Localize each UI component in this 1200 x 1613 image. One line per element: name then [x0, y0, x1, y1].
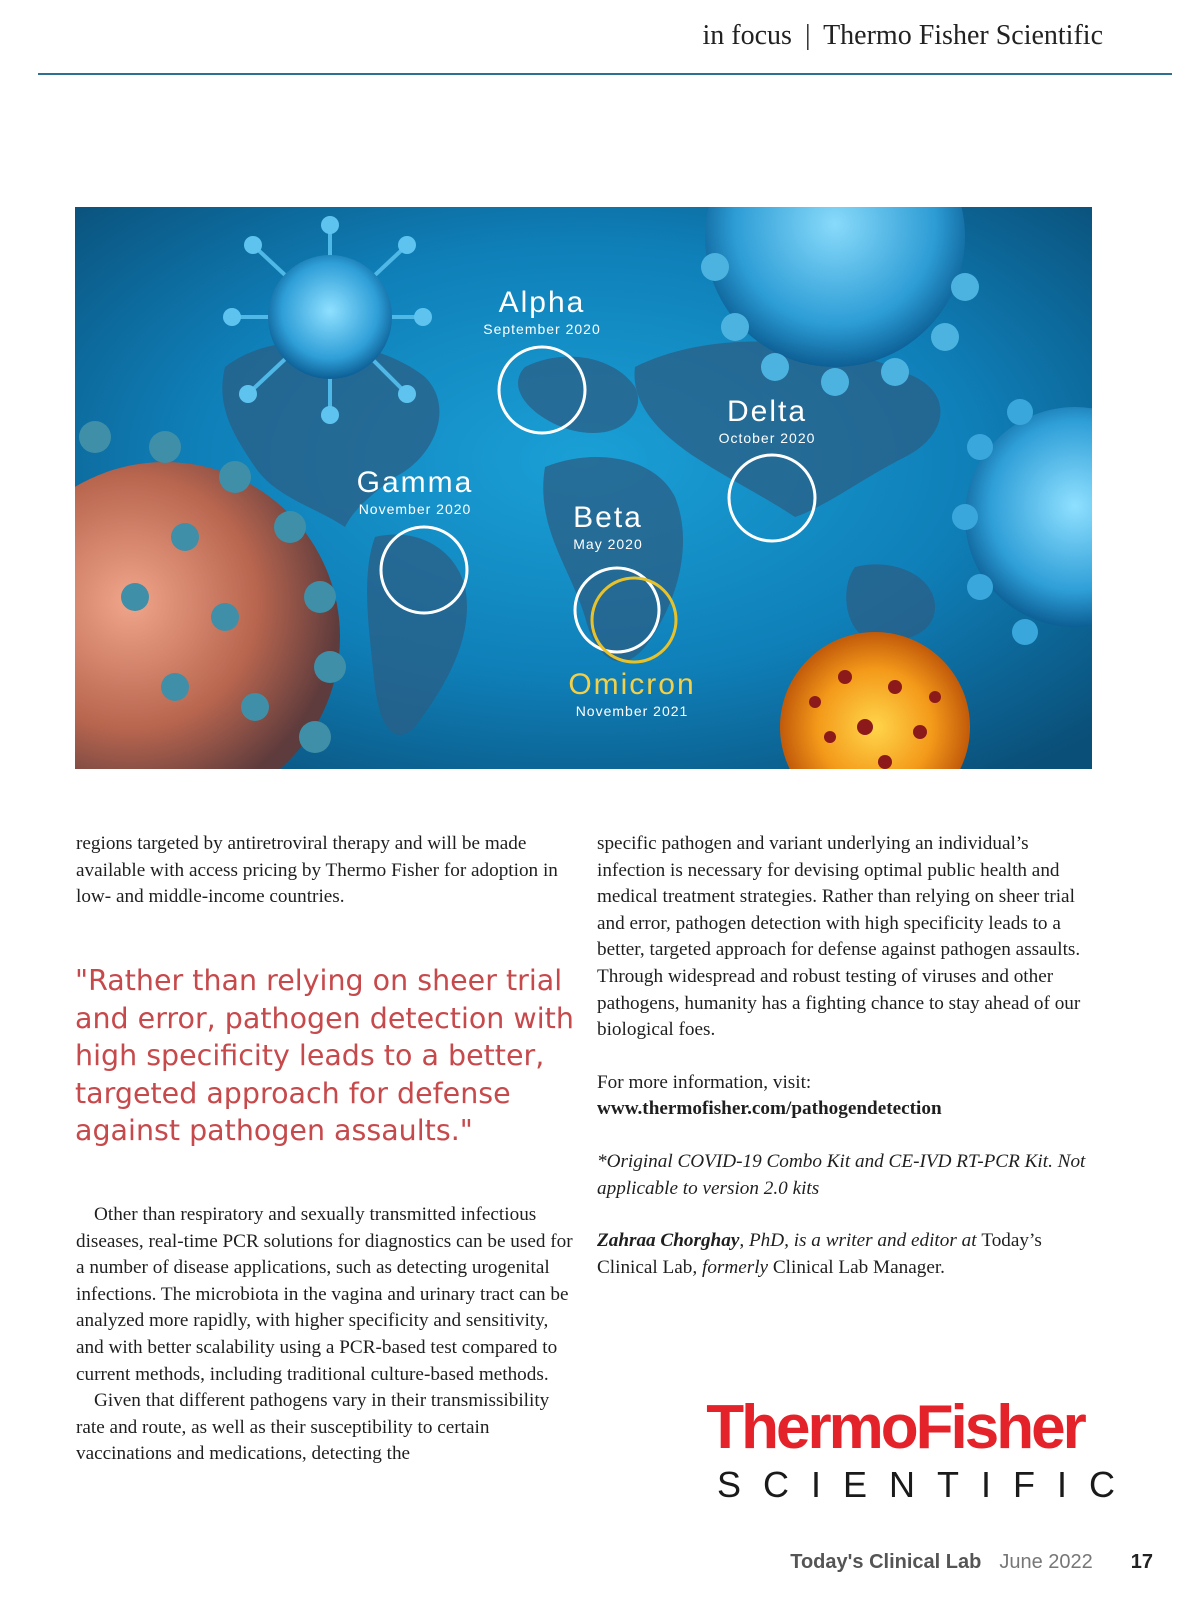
right-column — [597, 831, 1097, 1281]
right-paragraph-1: specific pathogen and variant underlying an individual’s infection is necessary for devising optimal public health and medical treatment strategies. Rather than relying on sheer trial and error, pathogen detection with high specificity leads to a better, targeted approach for defense against pathogen assaults. Through widespread and robust testing of viruses and other pathogens, humanity has a fighting chance to stay ahead of our biological foes. — [597, 833, 1081, 1041]
pull-quote: "Rather than relying on sheer trial and error, pathogen detection with high specificity leads to a better, targeted approach for defense against pathogen assaults." — [75, 964, 574, 1147]
author-formerly: , formerly — [692, 1256, 773, 1278]
left-paragraph-1: regions targeted by antiretroviral therapy and will be made available with access pricing by Thermo Fisher for adoption in low- and middle-income countries. — [76, 833, 558, 908]
alpha-date: September 2020 — [483, 321, 601, 337]
delta-date: October 2020 — [718, 430, 816, 446]
author-bio — [597, 1228, 1097, 1281]
alpha-label: Alpha — [498, 286, 586, 319]
left-paragraph-3: Given that different pathogens vary in their transmissibility rate and route, as well as their susceptibility to certain vaccinations and medications, detecting the — [76, 1390, 550, 1465]
footnote: *Original COVID-19 Combo Kit and CE-IVD RT-PCR Kit. Not applicable to version 2.0 kits — [597, 1150, 1086, 1199]
author-name: Zahraa Chorghay — [597, 1230, 740, 1252]
logo-wordmark: ThermoFisher — [706, 1393, 1084, 1462]
gamma-date: November 2020 — [358, 501, 472, 517]
beta-date: May 2020 — [573, 536, 643, 552]
running-header — [703, 20, 1103, 52]
left-paragraph-2: Other than respiratory and sexually transmitted infectious diseases, real-time PCR solutions for diagnostics can be used for a number of disease applications, such as detecting urogenital infections. The microbiota in the vagina and urinary tract can be analyzed more rapidly, with higher specificity and sensitivity, and with better scalability using a PCR-based test compared to current methods, including traditional culture-based methods. — [76, 1204, 573, 1385]
info-link[interactable]: www.thermofisher.com/pathogendetection — [597, 1098, 942, 1120]
author-role: , PhD, is a writer and editor at — [739, 1230, 982, 1252]
left-column-top — [76, 831, 576, 911]
section-label: in focus — [702, 20, 792, 51]
beta-label: Beta — [573, 501, 643, 534]
footer-publication: Today's Clinical Lab — [790, 1551, 982, 1573]
delta-label: Delta — [726, 395, 808, 428]
header-separator: | — [804, 20, 811, 51]
info-label: For more information, visit: — [597, 1071, 812, 1093]
omicron-label: Omicron — [568, 668, 696, 701]
header-rule — [38, 73, 1172, 75]
variant-map-image — [75, 207, 1092, 769]
page-number: 17 — [1130, 1551, 1153, 1573]
author-publication: Today’s Clinical Lab — [597, 1230, 1042, 1278]
left-column-bottom — [76, 1202, 576, 1468]
page-footer — [790, 1551, 1153, 1574]
footer-date: June 2022 — [999, 1551, 1093, 1573]
author-former-publication: Clinical Lab Manager. — [772, 1256, 945, 1278]
omicron-date: November 2021 — [575, 703, 689, 719]
thermo-fisher-logo — [695, 1393, 1138, 1507]
logo-subtitle: SCIENTIFIC — [717, 1464, 1138, 1505]
gamma-label: Gamma — [356, 466, 474, 499]
company-label: Thermo Fisher Scientific — [823, 20, 1103, 51]
